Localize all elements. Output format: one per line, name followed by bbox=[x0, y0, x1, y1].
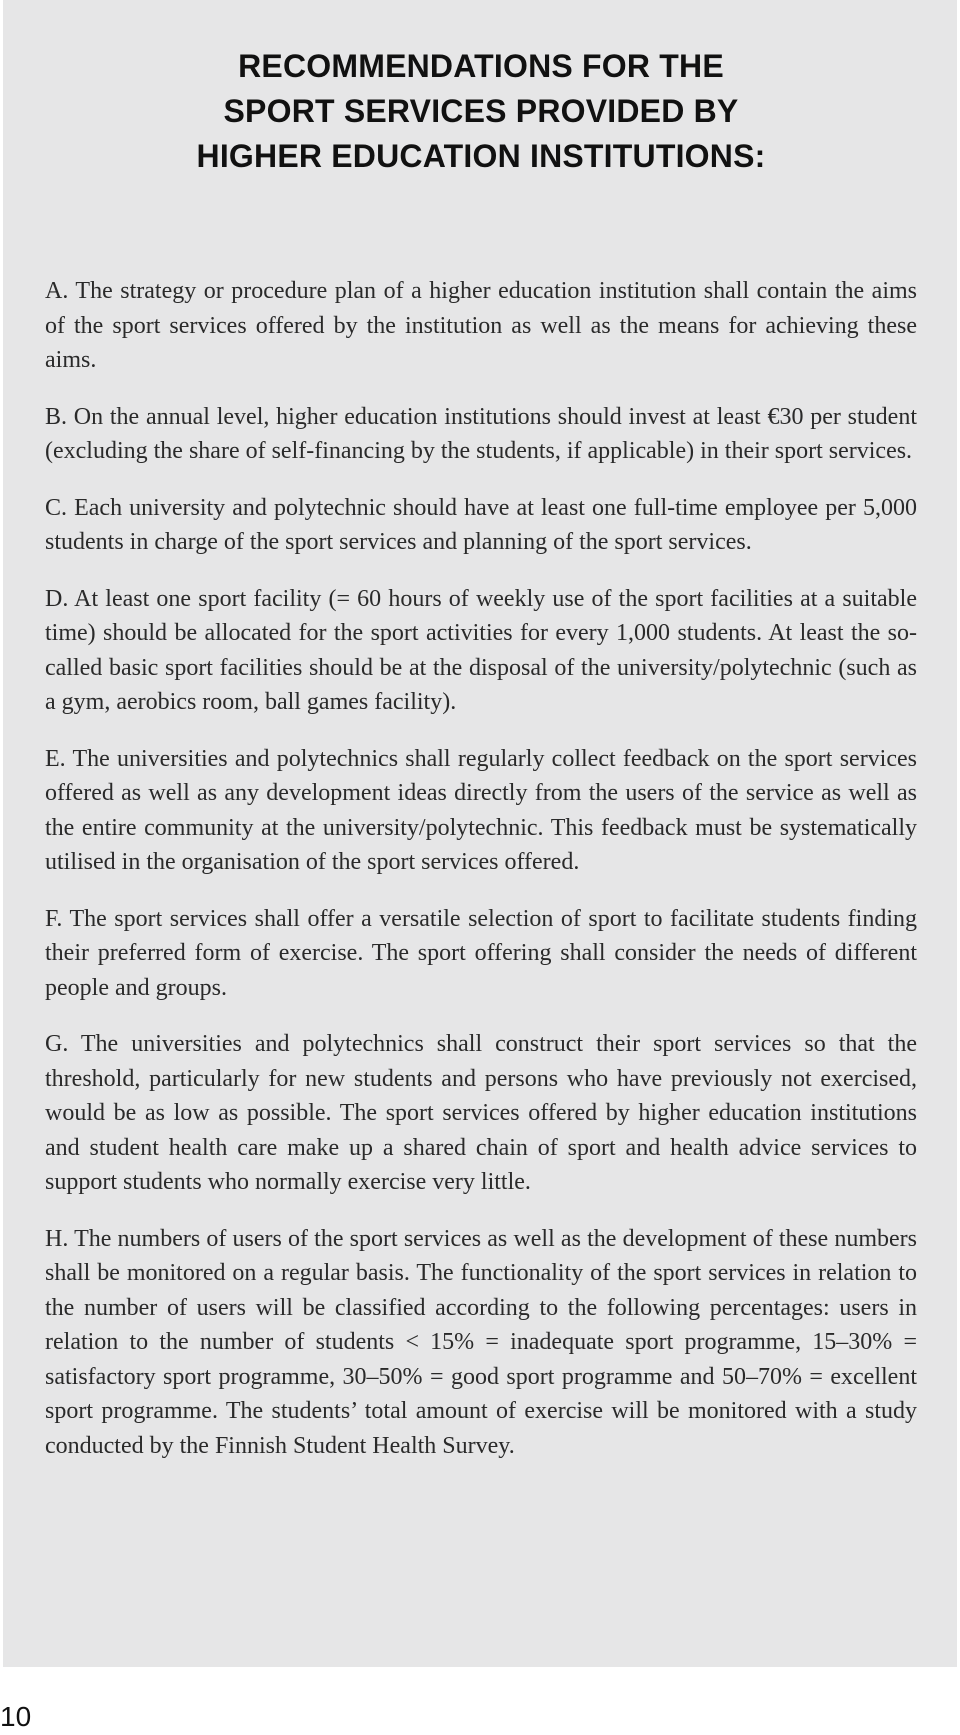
page-number: 10 bbox=[0, 1701, 32, 1732]
recommendation-a: A. The strategy or procedure plan of a higher education institution shall contain the aims of the sport services offered by the institution as well as the means for achieving these aims. bbox=[45, 278, 917, 373]
recommendation-h: H. The numbers of users of the sport services as well as the development of these numbers shall be monitored on a regular basis. The functionality of the sport services in relation to the number of users will be classified according to the following percentages: users in relation to the number of students < 15% = inadequate sport programme, 15–30% = satisfactory sport programme, 30–50% = good sport programme and 50–70% = excellent sport programme. The students’ total amount of exercise will be monitored with a study conducted by the Finnish Student Health Survey. bbox=[45, 1225, 917, 1459]
page-title bbox=[45, 44, 917, 179]
recommendation-g: G. The universities and polytechnics shall construct their sport services so that the threshold, particularly for new students and persons who have previously not exercised, would be as low as possible. The sport services offered by higher education institutions and student health care make up a shared chain of sport and health advice services to support students who normally exercise very little. bbox=[45, 1031, 917, 1195]
title-line-2: SPORT SERVICES PROVIDED BY bbox=[223, 93, 739, 129]
recommendation-d: D. At least one sport facility (= 60 hours of weekly use of the sport facilities at a suitable time) should be allocated for the sport activities for every 1,000 students. At least the so-called basic sport facilities should be at the disposal of the university/polytechnic (such as a gym, aerobics room, ball games facility). bbox=[45, 585, 917, 715]
content-panel bbox=[3, 0, 957, 1667]
recommendation-c: C. Each university and polytechnic should have at least one full-time employee per 5,000 students in charge of the sport services and planning of the sport services. bbox=[45, 494, 917, 555]
title-line-3: HIGHER EDUCATION INSTITUTIONS: bbox=[196, 138, 766, 174]
title-line-1: RECOMMENDATIONS FOR THE bbox=[238, 48, 724, 84]
recommendation-f: F. The sport services shall offer a versatile selection of sport to facilitate students finding their preferred form of exercise. The sport offering shall consider the needs of different people and groups. bbox=[45, 905, 917, 1001]
recommendation-e: E. The universities and polytechnics shall regularly collect feedback on the sport services offered as well as any development ideas directly from the users of the service as well as the entire community at the university/polytechnic. This feedback must be systematically utilised in the organisation of the sport services offered. bbox=[45, 745, 917, 875]
recommendation-list bbox=[45, 274, 917, 1463]
recommendation-b: B. On the annual level, higher education institutions should invest at least €30 per student (excluding the share of self-financing by the students, if applicable) in their sport services. bbox=[45, 403, 917, 464]
